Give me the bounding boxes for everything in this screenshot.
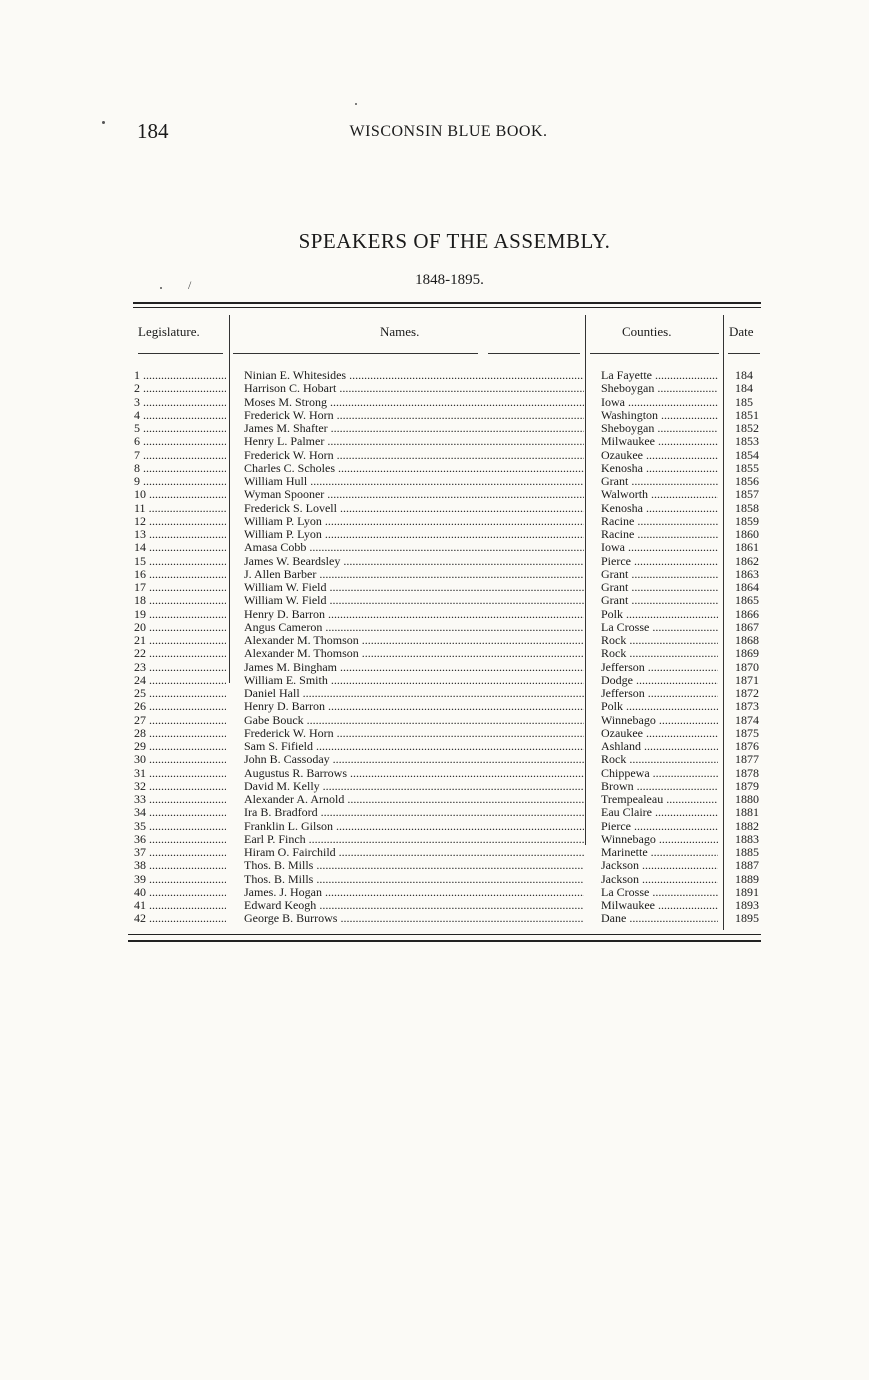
date-cell: 1872 bbox=[735, 687, 759, 700]
table-row bbox=[0, 727, 869, 740]
table-row bbox=[0, 661, 869, 674]
legislature-cell: 18 ..... bbox=[134, 594, 226, 607]
legislature-cell: 27 ..... bbox=[134, 714, 226, 727]
speaker-name-cell: Angus Cameron ..... bbox=[244, 621, 584, 634]
table-row bbox=[0, 859, 869, 872]
table-row bbox=[0, 528, 869, 541]
legislature-cell: 4 ..... bbox=[134, 409, 226, 422]
table-row bbox=[0, 820, 869, 833]
date-cell: 1852 bbox=[735, 422, 759, 435]
print-speck: / bbox=[188, 278, 192, 292]
speaker-name-cell: William P. Lyon ..... bbox=[244, 515, 584, 528]
table-row bbox=[0, 767, 869, 780]
table-row bbox=[0, 608, 869, 621]
speaker-name-cell: Ninian E. Whitesides ..... bbox=[244, 369, 584, 382]
table-row bbox=[0, 886, 869, 899]
table-row bbox=[0, 621, 869, 634]
speaker-name-cell: Henry L. Palmer ..... bbox=[244, 435, 584, 448]
table-row bbox=[0, 647, 869, 660]
speaker-name-cell: John B. Cassoday ..... bbox=[244, 753, 584, 766]
table-row bbox=[0, 806, 869, 819]
county-cell: Ashland ..... bbox=[601, 740, 718, 753]
legislature-cell: 33 ..... bbox=[134, 793, 226, 806]
speaker-name-cell: Alexander M. Thomson ..... bbox=[244, 634, 584, 647]
table-row bbox=[0, 435, 869, 448]
table-top-rule bbox=[133, 302, 761, 304]
legislature-cell: 19 ..... bbox=[134, 608, 226, 621]
date-cell: 1871 bbox=[735, 673, 759, 687]
legislature-cell: 1 ..... bbox=[134, 369, 226, 382]
county-cell: Ozaukee ..... bbox=[601, 449, 718, 462]
header-underline bbox=[488, 353, 580, 354]
legislature-cell: 5 ..... bbox=[134, 422, 226, 435]
date-cell: 1878 bbox=[735, 766, 759, 780]
speaker-name-cell: Wyman Spooner ..... bbox=[244, 488, 584, 501]
date-cell: 1862 bbox=[735, 554, 759, 568]
legislature-cell: 14 ..... bbox=[134, 541, 226, 554]
date-cell: 1861 bbox=[735, 541, 759, 555]
speaker-name-cell: Charles C. Scholes ..... bbox=[244, 462, 584, 475]
county-cell: Dane ..... bbox=[601, 912, 718, 925]
table-row bbox=[0, 674, 869, 687]
legislature-cell: 41 ..... bbox=[134, 899, 226, 912]
county-cell: Jackson ..... bbox=[601, 873, 718, 886]
table-row bbox=[0, 581, 869, 594]
speaker-name-cell: Henry D. Barron ..... bbox=[244, 608, 584, 621]
date-cell: 1883 bbox=[735, 832, 759, 846]
table-row bbox=[0, 912, 869, 925]
legislature-cell: 17 ..... bbox=[134, 581, 226, 594]
date-cell: 1860 bbox=[735, 528, 759, 541]
legislature-cell: 24 ..... bbox=[134, 674, 226, 687]
speaker-name-cell: William P. Lyon ..... bbox=[244, 528, 584, 541]
speaker-name-cell: Daniel Hall ..... bbox=[244, 687, 584, 700]
table-row bbox=[0, 793, 869, 806]
date-cell: 1870 bbox=[735, 660, 759, 674]
speaker-name-cell: J. Allen Barber ..... bbox=[244, 568, 584, 581]
date-cell: 1893 bbox=[735, 899, 759, 912]
speaker-name-cell: Earl P. Finch ..... bbox=[244, 833, 584, 846]
table-row bbox=[0, 899, 869, 912]
date-cell: 1874 bbox=[735, 713, 759, 727]
date-cell: 1864 bbox=[735, 581, 759, 594]
date-cell: 1857 bbox=[735, 488, 759, 502]
speaker-name-cell: Augustus R. Barrows ..... bbox=[244, 767, 584, 780]
county-cell: La Crosse ..... bbox=[601, 621, 718, 634]
speaker-name-cell: Edward Keogh ..... bbox=[244, 899, 584, 912]
legislature-cell: 12 ..... bbox=[134, 515, 226, 528]
date-cell: 1876 bbox=[735, 740, 759, 753]
county-cell: Iowa ..... bbox=[601, 396, 718, 409]
date-cell: 1869 bbox=[735, 647, 759, 661]
legislature-cell: 21 ..... bbox=[134, 634, 226, 647]
date-cell: 1853 bbox=[735, 435, 759, 449]
date-cell: 1885 bbox=[735, 846, 759, 859]
date-cell: 1877 bbox=[735, 753, 759, 767]
table-row bbox=[0, 369, 869, 382]
date-cell: 1865 bbox=[735, 594, 759, 608]
county-cell: Rock ..... bbox=[601, 753, 718, 766]
county-cell: Jackson ..... bbox=[601, 859, 718, 872]
county-cell: Grant ..... bbox=[601, 581, 718, 594]
county-cell: Polk ..... bbox=[601, 700, 718, 713]
date-cell: 184 bbox=[735, 369, 753, 382]
legislature-cell: 8 ..... bbox=[134, 462, 226, 475]
legislature-cell: 22 ..... bbox=[134, 647, 226, 660]
speaker-name-cell: James W. Beardsley ..... bbox=[244, 555, 584, 568]
date-cell: 1851 bbox=[735, 408, 759, 422]
table-row bbox=[0, 740, 869, 753]
county-cell: Walworth ..... bbox=[601, 488, 718, 501]
speaker-name-cell: Alexander A. Arnold ..... bbox=[244, 793, 584, 806]
county-cell: Ozaukee ..... bbox=[601, 727, 718, 740]
county-cell: Grant ..... bbox=[601, 475, 718, 488]
table-row bbox=[0, 396, 869, 409]
legislature-cell: 36 ..... bbox=[134, 833, 226, 846]
legislature-cell: 26 ..... bbox=[134, 700, 226, 713]
speaker-name-cell: James M. Shafter ..... bbox=[244, 422, 584, 435]
table-row bbox=[0, 488, 869, 501]
speaker-name-cell: James M. Bingham ..... bbox=[244, 661, 584, 674]
speaker-name-cell: Henry D. Barron ..... bbox=[244, 700, 584, 713]
date-cell: 1868 bbox=[735, 634, 759, 647]
county-cell: Racine ..... bbox=[601, 515, 718, 528]
county-cell: Milwaukee ..... bbox=[601, 435, 718, 448]
speaker-name-cell: William W. Field ..... bbox=[244, 594, 584, 607]
county-cell: La Fayette ..... bbox=[601, 369, 718, 382]
legislature-cell: 29 ..... bbox=[134, 740, 226, 753]
table-row bbox=[0, 714, 869, 727]
legislature-cell: 11 ..... bbox=[134, 502, 226, 515]
page-title: SPEAKERS OF THE ASSEMBLY. bbox=[298, 229, 611, 253]
county-cell: Kenosha ..... bbox=[601, 462, 718, 475]
county-cell: Iowa ..... bbox=[601, 541, 718, 554]
date-cell: 1889 bbox=[735, 872, 759, 886]
legislature-cell: 32 ..... bbox=[134, 780, 226, 793]
table-bottom-rule bbox=[128, 940, 761, 942]
table-top-rule-thin bbox=[133, 307, 761, 308]
county-cell: Pierce ..... bbox=[601, 820, 718, 833]
legislature-cell: 10 ..... bbox=[134, 488, 226, 501]
legislature-cell: 16 ..... bbox=[134, 568, 226, 581]
table-row bbox=[0, 462, 869, 475]
date-cell: 1856 bbox=[735, 475, 759, 488]
legislature-cell: 42 ..... bbox=[134, 912, 226, 925]
speaker-name-cell: Sam S. Fifield ..... bbox=[244, 740, 584, 753]
date-cell: 184 bbox=[735, 382, 753, 396]
legislature-cell: 35 ..... bbox=[134, 820, 226, 833]
date-cell: 1873 bbox=[735, 700, 759, 714]
table-row bbox=[0, 780, 869, 793]
legislature-cell: 7 ..... bbox=[134, 449, 226, 462]
header-underline bbox=[728, 353, 760, 354]
speaker-name-cell: Thos. B. Mills ..... bbox=[244, 859, 584, 872]
county-cell: Jefferson ..... bbox=[601, 661, 718, 674]
speaker-name-cell: Gabe Bouck ..... bbox=[244, 714, 584, 727]
legislature-cell: 13 ..... bbox=[134, 528, 226, 541]
legislature-cell: 30 ..... bbox=[134, 753, 226, 766]
legislature-cell: 28 ..... bbox=[134, 727, 226, 740]
date-cell: 1880 bbox=[735, 793, 759, 806]
speaker-name-cell: Alexander M. Thomson ..... bbox=[244, 647, 584, 660]
table-row bbox=[0, 687, 869, 700]
speaker-name-cell: David M. Kelly ..... bbox=[244, 780, 584, 793]
legislature-cell: 9 ..... bbox=[134, 475, 226, 488]
legislature-cell: 40 ..... bbox=[134, 886, 226, 899]
speaker-name-cell: William E. Smith ..... bbox=[244, 674, 584, 687]
date-cell: 185 bbox=[735, 395, 753, 409]
speaker-name-cell: Thos. B. Mills ..... bbox=[244, 873, 584, 886]
county-cell: Kenosha ..... bbox=[601, 502, 718, 515]
table-row bbox=[0, 541, 869, 554]
county-cell: Marinette ..... bbox=[601, 846, 718, 859]
county-cell: Winnebago ..... bbox=[601, 714, 718, 727]
county-cell: Washington ..... bbox=[601, 409, 718, 422]
date-cell: 1858 bbox=[735, 501, 759, 515]
date-cell: 1863 bbox=[735, 567, 759, 581]
table-row bbox=[0, 833, 869, 846]
county-cell: Chippewa ..... bbox=[601, 767, 718, 780]
table-row bbox=[0, 382, 869, 395]
table-row bbox=[0, 700, 869, 713]
header-underline bbox=[138, 353, 223, 354]
header-underline bbox=[590, 353, 719, 354]
date-cell: 1879 bbox=[735, 779, 759, 793]
table-row bbox=[0, 555, 869, 568]
table-row bbox=[0, 475, 869, 488]
date-cell: 1895 bbox=[735, 912, 759, 926]
date-cell: 1866 bbox=[735, 607, 759, 621]
county-cell: Trempealeau ..... bbox=[601, 793, 718, 806]
legislature-cell: 31 ..... bbox=[134, 767, 226, 780]
year-range: 1848-1895. bbox=[415, 272, 484, 288]
county-cell: Racine ..... bbox=[601, 528, 718, 541]
legislature-cell: 3 ..... bbox=[134, 396, 226, 409]
county-cell: Eau Claire ..... bbox=[601, 806, 718, 819]
table-row bbox=[0, 422, 869, 435]
legislature-cell: 15 ..... bbox=[134, 555, 226, 568]
table-row bbox=[0, 753, 869, 766]
table-row bbox=[0, 846, 869, 859]
speaker-name-cell: Moses M. Strong ..... bbox=[244, 396, 584, 409]
column-header-names: Names. bbox=[380, 324, 420, 339]
speaker-name-cell: Frederick W. Horn ..... bbox=[244, 409, 584, 422]
table-row bbox=[0, 502, 869, 515]
date-cell: 1875 bbox=[735, 726, 759, 740]
date-cell: 1881 bbox=[735, 806, 759, 820]
speaker-name-cell: Franklin L. Gilson ..... bbox=[244, 820, 584, 833]
legislature-cell: 39 ..... bbox=[134, 873, 226, 886]
county-cell: Rock ..... bbox=[601, 647, 718, 660]
running-head: WISCONSIN BLUE BOOK. bbox=[349, 123, 548, 140]
speaker-name-cell: James. J. Hogan ..... bbox=[244, 886, 584, 899]
table-row bbox=[0, 634, 869, 647]
speaker-name-cell: William Hull ..... bbox=[244, 475, 584, 488]
speaker-name-cell: Ira B. Bradford ..... bbox=[244, 806, 584, 819]
legislature-cell: 34 ..... bbox=[134, 806, 226, 819]
legislature-cell: 20 ..... bbox=[134, 621, 226, 634]
table-bottom-rule-thin bbox=[128, 934, 761, 935]
date-cell: 1887 bbox=[735, 859, 759, 873]
date-cell: 1854 bbox=[735, 448, 759, 462]
speaker-name-cell: Frederick W. Horn ..... bbox=[244, 727, 584, 740]
legislature-cell: 6 ..... bbox=[134, 435, 226, 448]
speaker-name-cell: Hiram O. Fairchild ..... bbox=[244, 846, 584, 859]
column-header-legislature: Legislature. bbox=[138, 324, 200, 339]
header-underline bbox=[233, 353, 478, 354]
speaker-name-cell: George B. Burrows ..... bbox=[244, 912, 584, 925]
county-cell: Sheboygan ..... bbox=[601, 422, 718, 435]
legislature-cell: 25 ..... bbox=[134, 687, 226, 700]
date-cell: 1859 bbox=[735, 514, 759, 528]
speaker-name-cell: William W. Field ..... bbox=[244, 581, 584, 594]
date-cell: 1855 bbox=[735, 461, 759, 475]
county-cell: Brown ..... bbox=[601, 780, 718, 793]
column-header-counties: Counties. bbox=[622, 324, 672, 339]
county-cell: Dodge ..... bbox=[601, 674, 718, 687]
speaker-name-cell: Frederick W. Horn ..... bbox=[244, 449, 584, 462]
legislature-cell: 37 ..... bbox=[134, 846, 226, 859]
speaker-name-cell: Harrison C. Hobart ..... bbox=[244, 382, 584, 395]
table-row bbox=[0, 449, 869, 462]
speaker-name-cell: Frederick S. Lovell ..... bbox=[244, 502, 584, 515]
date-cell: 1882 bbox=[735, 819, 759, 833]
table-row bbox=[0, 409, 869, 422]
county-cell: Grant ..... bbox=[601, 568, 718, 581]
legislature-cell: 38 ..... bbox=[134, 859, 226, 872]
table-row bbox=[0, 568, 869, 581]
county-cell: Pierce ..... bbox=[601, 555, 718, 568]
date-cell: 1891 bbox=[735, 885, 759, 899]
print-speck bbox=[355, 103, 357, 105]
county-cell: Milwaukee ..... bbox=[601, 899, 718, 912]
table-row bbox=[0, 515, 869, 528]
county-cell: Rock ..... bbox=[601, 634, 718, 647]
county-cell: Winnebago ..... bbox=[601, 833, 718, 846]
table-row bbox=[0, 594, 869, 607]
county-cell: Grant ..... bbox=[601, 594, 718, 607]
speaker-name-cell: Amasa Cobb ..... bbox=[244, 541, 584, 554]
print-speck bbox=[102, 121, 105, 124]
legislature-cell: 23 ..... bbox=[134, 661, 226, 674]
county-cell: La Crosse ..... bbox=[601, 886, 718, 899]
legislature-cell: 2 ..... bbox=[134, 382, 226, 395]
table-row bbox=[0, 873, 869, 886]
page-number: 184 bbox=[137, 119, 169, 143]
county-cell: Sheboygan ..... bbox=[601, 382, 718, 395]
date-cell: 1867 bbox=[735, 620, 759, 634]
print-speck bbox=[160, 287, 162, 289]
county-cell: Polk ..... bbox=[601, 608, 718, 621]
column-header-date: Date bbox=[729, 324, 754, 339]
county-cell: Jefferson ..... bbox=[601, 687, 718, 700]
